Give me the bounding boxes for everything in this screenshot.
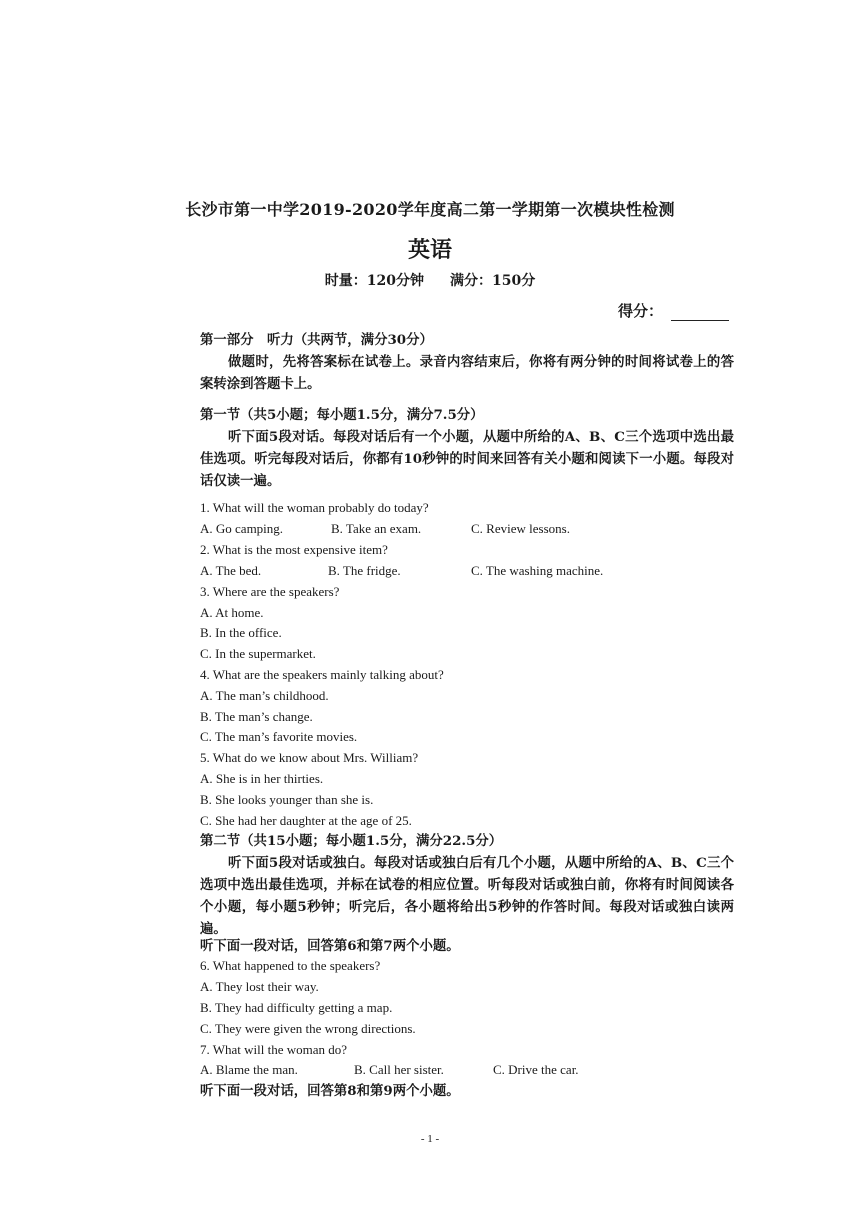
exam-title: 长沙市第一中学2019-2020学年度高二第一学期第一次模块性检测 xyxy=(185,200,675,219)
q2-option-a: A. The bed. xyxy=(200,563,262,578)
section1-instruction: 听下面5段对话。每段对话后有一个小题，从题中所给的A、B、C三个选项中选出最佳选项。听完每段对话后，你都有10秒钟的时间来回答有关小题和阅读下一小题。每段对话仅读一遍。 xyxy=(200,429,734,489)
q1-option-a: A. Go camping. xyxy=(200,521,284,536)
q7-option-c: C. Drive the car. xyxy=(493,1062,579,1077)
q1-option-c: C. Review lessons. xyxy=(471,521,570,536)
section2-heading: 第二节（共15小题；每小题1.5分，满分22.5分） xyxy=(200,833,503,849)
question-5: 5. What do we know about Mrs. William? xyxy=(200,750,419,765)
question-2: 2. What is the most expensive item? xyxy=(200,542,388,557)
dialogue-instruction-8-9: 听下面一段对话，回答第8和第9两个小题。 xyxy=(200,1083,460,1099)
q3-option-a: A. At home. xyxy=(200,605,264,620)
part1-instruction: 做题时，先将答案标在试卷上。录音内容结束后，你将有两分钟的时间将试卷上的答案转涂到答题卡上。 xyxy=(200,354,734,392)
q5-option-a: A. She is in her thirties. xyxy=(200,771,324,786)
section2-instruction: 听下面5段对话或独白。每段对话或独白后有几个小题，从题中所给的A、B、C三个选项中选出最佳选项，并标在试卷的相应位置。听每段对话或独白前，你将有时间阅读各个小题，每小题5秒钟；听完后，各小题将给出5秒钟的作答时间。每段对话或独白读两遍。 xyxy=(200,855,734,937)
page-number: - 1 - xyxy=(420,1133,440,1145)
q4-option-a: A. The man’s childhood. xyxy=(200,688,329,703)
section1-heading: 第一节（共5小题；每小题1.5分，满分7.5分） xyxy=(200,407,484,423)
exam-meta xyxy=(0,270,860,290)
q5-option-b: B. She looks younger than she is. xyxy=(200,792,374,807)
score-field xyxy=(618,300,729,321)
q1-option-b: B. Take an exam. xyxy=(331,521,422,536)
q2-option-b: B. The fridge. xyxy=(328,563,401,578)
q6-option-b: B. They had difficulty getting a map. xyxy=(200,1000,393,1015)
question-6: 6. What happened to the speakers? xyxy=(200,958,381,973)
q6-option-c: C. They were given the wrong directions. xyxy=(200,1021,416,1036)
q7-option-a: A. Blame the man. xyxy=(200,1062,298,1077)
score-blank xyxy=(671,306,729,321)
time-limit: 时量：120分钟 xyxy=(324,273,424,289)
full-score: 满分：150分 xyxy=(450,273,536,289)
q6-option-a: A. They lost their way. xyxy=(200,979,319,994)
q7-option-b: B. Call her sister. xyxy=(354,1062,444,1077)
part1-heading: 第一部分 听力（共两节，满分30分） xyxy=(200,332,433,348)
question-3: 3. Where are the speakers? xyxy=(200,584,340,599)
subject-title: 英语 xyxy=(407,237,452,263)
dialogue-instruction-6-7: 听下面一段对话，回答第6和第7两个小题。 xyxy=(200,938,460,954)
question-4: 4. What are the speakers mainly talking about? xyxy=(200,667,444,682)
q2-option-c: C. The washing machine. xyxy=(471,563,604,578)
question-1: 1. What will the woman probably do today? xyxy=(200,500,429,515)
q3-option-c: C. In the supermarket. xyxy=(200,646,316,661)
question-7: 7. What will the woman do? xyxy=(200,1042,348,1057)
q4-option-c: C. The man’s favorite movies. xyxy=(200,729,358,744)
q3-option-b: B. In the office. xyxy=(200,625,282,640)
score-label: 得分： xyxy=(618,302,664,320)
q5-option-c: C. She had her daughter at the age of 25. xyxy=(200,813,412,828)
q4-option-b: B. The man’s change. xyxy=(200,709,313,724)
